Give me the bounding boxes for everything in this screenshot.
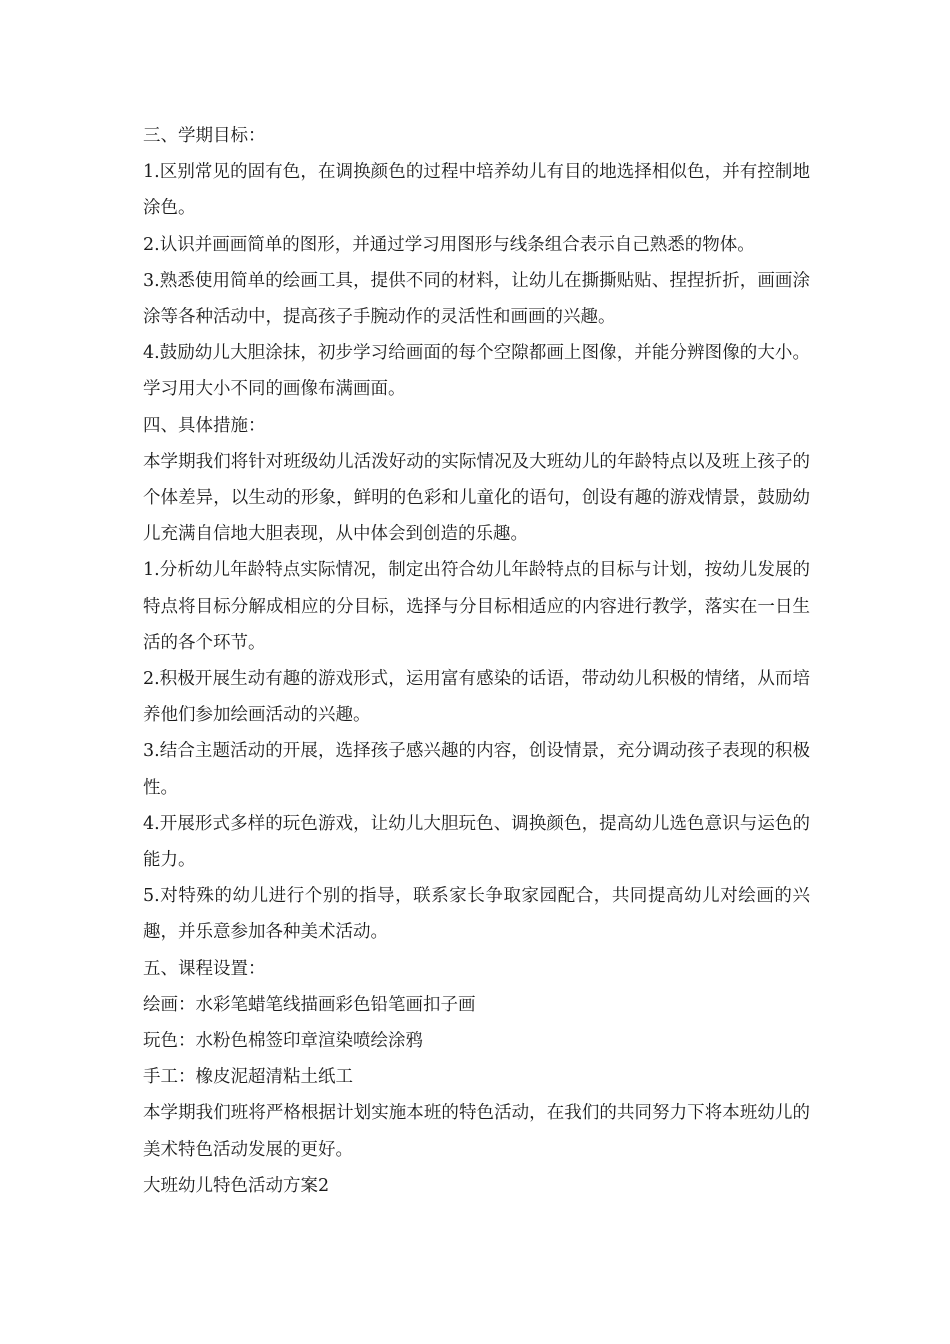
next-plan-title: 大班幼儿特色活动方案2 — [143, 1175, 330, 1196]
course-painting: 绘画：水彩笔蜡笔线描画彩色铅笔画扣子画 — [143, 994, 476, 1015]
measure-item-1: 1.分析幼儿年龄特点实际情况，制定出符合幼儿年龄特点的目标与计划，按幼儿发展的特点将目标分解成相应的分目标，选择与分目标相适应的内容进行教学，落实在一日生活的各个环节。 — [143, 560, 810, 653]
measures-intro: 本学期我们将针对班级幼儿活泼好动的实际情况及大班幼儿的年龄特点以及班上孩子的个体差异，以生动的形象，鲜明的色彩和儿童化的语句，创设有趣的游戏情景，鼓励幼儿充满自信地大胆表现，从中体会到创造的乐趣。 — [143, 451, 810, 545]
closing-paragraph: 本学期我们班将严格根据计划实施本班的特色活动，在我们的共同努力下将本班幼儿的美术特色活动发展的更好。 — [143, 1103, 810, 1160]
goal-item-4: 4.鼓励幼儿大胆涂抹，初步学习给画面的每个空隙都画上图像，并能分辨图像的大小。学习用大小不同的画像布满画面。 — [143, 343, 810, 400]
section-heading-goals: 三、学期目标： — [143, 126, 266, 146]
course-color-play: 玩色：水粉色棉签印章渲染喷绘涂鸦 — [143, 1031, 423, 1052]
section-heading-courses: 五、课程设置： — [143, 958, 266, 979]
goal-item-3: 3.熟悉使用简单的绘画工具，提供不同的材料，让幼儿在撕撕贴贴、捏捏折折，画画涂涂等各种活动中，提高孩子手腕动作的灵活性和画画的兴趣。 — [143, 270, 810, 328]
measure-item-3: 3.结合主题活动的开展，选择孩子感兴趣的内容，创设情景，充分调动孩子表现的积极性。 — [143, 741, 810, 798]
goal-item-2: 2.认识并画画简单的图形，并通过学习用图形与线条组合表示自己熟悉的物体。 — [143, 234, 755, 255]
measure-item-2: 2.积极开展生动有趣的游戏形式，运用富有感染的话语，带动幼儿积极的情绪，从而培养他们参加绘画活动的兴趣。 — [143, 669, 810, 726]
goal-item-1: 1.区别常见的固有色，在调换颜色的过程中培养幼儿有目的地选择相似色，并有控制地涂色。 — [143, 162, 810, 219]
course-handcraft: 手工：橡皮泥超清粘土纸工 — [143, 1067, 353, 1088]
document-body — [143, 118, 810, 1204]
measure-item-4: 4.开展形式多样的玩色游戏，让幼儿大胆玩色、调换颜色，提高幼儿选色意识与运色的能力。 — [143, 813, 810, 871]
measure-item-5: 5.对特殊的幼儿进行个别的指导，联系家长争取家园配合，共同提高幼儿对绘画的兴趣，并乐意参加各种美术活动。 — [143, 886, 810, 943]
section-heading-measures: 四、具体措施： — [143, 415, 266, 436]
